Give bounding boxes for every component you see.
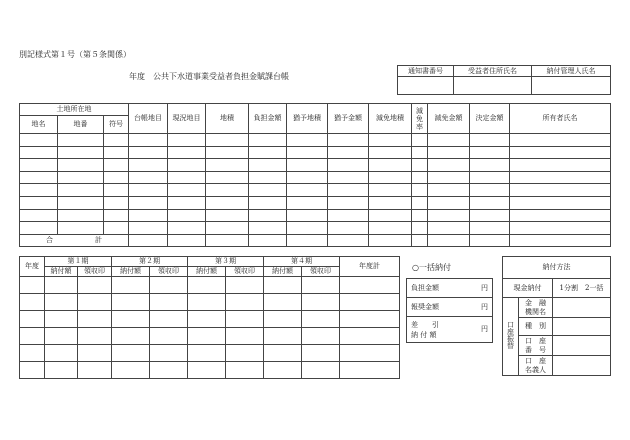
installment-cell[interactable] — [188, 345, 226, 362]
installment-cell[interactable] — [20, 362, 45, 379]
net-payment-unit: 円 — [467, 317, 493, 343]
land-cell[interactable] — [58, 222, 104, 235]
col-area: 地積 — [206, 104, 249, 134]
receipt-stamp-header: 領収印 — [150, 267, 188, 277]
land-cell[interactable] — [428, 222, 470, 235]
land-row — [20, 209, 611, 222]
land-cell[interactable] — [206, 134, 249, 147]
land-cell[interactable] — [58, 196, 104, 209]
bank-name-cell[interactable] — [553, 298, 611, 318]
year-header: 年度 — [20, 257, 45, 277]
transfer-label-text: 口座振替 — [506, 321, 515, 349]
installment-cell[interactable] — [78, 362, 112, 379]
land-cell[interactable] — [249, 171, 287, 184]
exempt-rate-char-3: 率 — [416, 122, 423, 131]
installment-cell[interactable] — [112, 345, 150, 362]
charge-amount-unit: 円 — [467, 279, 493, 298]
land-cell[interactable] — [369, 159, 412, 172]
installment-cell[interactable] — [45, 311, 78, 328]
land-cell[interactable] — [168, 209, 206, 222]
payment-manager-header: 納付管理人氏名 — [532, 66, 611, 77]
installment-cell[interactable] — [226, 362, 264, 379]
land-cell[interactable] — [328, 222, 369, 235]
cash-payment-options: 1分割 2一括 — [553, 279, 611, 298]
land-cell[interactable] — [287, 134, 328, 147]
total-cell[interactable] — [369, 234, 412, 246]
land-cell[interactable] — [168, 196, 206, 209]
installment-cell[interactable] — [226, 294, 264, 311]
page-title: 年度 公共下水道事業受益者負担金賦課台帳 — [129, 72, 289, 81]
land-cell[interactable] — [206, 171, 249, 184]
installment-cell[interactable] — [340, 362, 400, 379]
land-cell[interactable] — [470, 134, 510, 147]
land-cell[interactable] — [104, 134, 129, 147]
installment-cell[interactable] — [20, 294, 45, 311]
land-cell[interactable] — [369, 146, 412, 159]
installment-cell[interactable] — [20, 277, 45, 294]
bank-name-label: 金 融 機関名 — [519, 298, 553, 318]
installment-cell[interactable] — [188, 277, 226, 294]
land-cell[interactable] — [412, 146, 428, 159]
installment-cell[interactable] — [302, 345, 340, 362]
land-cell[interactable] — [428, 196, 470, 209]
land-cell[interactable] — [168, 222, 206, 235]
land-cell[interactable] — [58, 146, 104, 159]
installment-cell[interactable] — [302, 362, 340, 379]
land-cell[interactable] — [369, 184, 412, 197]
installment-cell[interactable] — [264, 311, 302, 328]
installment-cell[interactable] — [188, 294, 226, 311]
land-cell[interactable] — [20, 209, 58, 222]
land-cell[interactable] — [470, 222, 510, 235]
land-cell[interactable] — [104, 184, 129, 197]
payment-manager-cell[interactable] — [532, 77, 611, 95]
installment-cell[interactable] — [340, 277, 400, 294]
installment-cell[interactable] — [150, 311, 188, 328]
land-cell[interactable] — [104, 196, 129, 209]
land-cell[interactable] — [510, 222, 611, 235]
installment-cell[interactable] — [226, 277, 264, 294]
land-cell[interactable] — [328, 184, 369, 197]
installment-row — [20, 277, 400, 294]
land-row — [20, 196, 611, 209]
land-row — [20, 222, 611, 235]
installment-cell[interactable] — [45, 362, 78, 379]
land-cell[interactable] — [328, 171, 369, 184]
land-cell[interactable] — [206, 159, 249, 172]
installment-cell[interactable] — [340, 328, 400, 345]
installment-cell[interactable] — [264, 328, 302, 345]
receipt-stamp-header: 領収印 — [78, 267, 112, 277]
land-cell[interactable] — [249, 146, 287, 159]
period-2-header: 第２期 — [112, 257, 188, 267]
land-cell[interactable] — [249, 134, 287, 147]
account-number-cell[interactable] — [553, 336, 611, 356]
land-cell[interactable] — [168, 171, 206, 184]
land-cell[interactable] — [510, 159, 611, 172]
land-cell[interactable] — [20, 171, 58, 184]
land-cell[interactable] — [428, 159, 470, 172]
land-cell[interactable] — [287, 171, 328, 184]
installment-cell[interactable] — [340, 345, 400, 362]
land-cell[interactable] — [470, 184, 510, 197]
installment-cell[interactable] — [78, 345, 112, 362]
land-cell[interactable] — [20, 184, 58, 197]
land-cell[interactable] — [58, 159, 104, 172]
land-table — [19, 103, 611, 247]
land-cell[interactable] — [20, 222, 58, 235]
land-cell[interactable] — [104, 222, 129, 235]
total-cell[interactable] — [510, 234, 611, 246]
exempt-rate-char-2: 免 — [416, 114, 423, 123]
land-cell[interactable] — [412, 171, 428, 184]
net-payment-label-line1: 差 引 — [411, 320, 439, 329]
land-total-label: 合 計 — [20, 234, 129, 246]
installment-cell[interactable] — [112, 277, 150, 294]
land-cell[interactable] — [20, 134, 58, 147]
installment-cell[interactable] — [150, 277, 188, 294]
land-cell[interactable] — [369, 196, 412, 209]
installment-cell[interactable] — [340, 311, 400, 328]
installment-cell[interactable] — [20, 328, 45, 345]
land-cell[interactable] — [58, 171, 104, 184]
land-cell[interactable] — [249, 159, 287, 172]
land-cell[interactable] — [168, 159, 206, 172]
receipt-stamp-header: 領収印 — [226, 267, 264, 277]
net-payment-label-line2: 納 付 額 — [411, 330, 437, 339]
land-cell[interactable] — [412, 196, 428, 209]
col-current-category: 現況地目 — [168, 104, 206, 134]
col-exempt-area: 減免地積 — [369, 104, 412, 134]
installment-cell[interactable] — [188, 328, 226, 345]
installment-row — [20, 362, 400, 379]
land-cell[interactable] — [20, 146, 58, 159]
land-cell[interactable] — [412, 184, 428, 197]
land-cell[interactable] — [510, 134, 611, 147]
land-cell[interactable] — [287, 159, 328, 172]
land-cell[interactable] — [510, 184, 611, 197]
installment-cell[interactable] — [226, 311, 264, 328]
year-total-header: 年度計 — [340, 257, 400, 277]
land-cell[interactable] — [129, 159, 168, 172]
net-payment-label — [407, 317, 467, 343]
land-cell[interactable] — [428, 146, 470, 159]
col-ledger-category: 台帳地目 — [129, 104, 168, 134]
installment-cell[interactable] — [226, 328, 264, 345]
installment-cell[interactable] — [302, 328, 340, 345]
land-cell[interactable] — [470, 171, 510, 184]
notice-table — [397, 65, 611, 95]
land-cell[interactable] — [369, 171, 412, 184]
lump-sum-header: ○一括納付 — [412, 263, 451, 272]
account-type-cell[interactable] — [553, 318, 611, 336]
land-location-header: 土地所在地 — [20, 104, 129, 116]
payment-amount-header: 納付額 — [112, 267, 150, 277]
land-cell[interactable] — [412, 209, 428, 222]
form-label: 別記様式第１号（第５条関係） — [19, 50, 131, 59]
installment-cell[interactable] — [112, 362, 150, 379]
land-cell[interactable] — [510, 146, 611, 159]
land-cell[interactable] — [510, 209, 611, 222]
land-cell[interactable] — [287, 209, 328, 222]
total-cell[interactable] — [328, 234, 369, 246]
land-cell[interactable] — [129, 209, 168, 222]
land-row — [20, 159, 611, 172]
total-cell[interactable] — [249, 234, 287, 246]
installment-row — [20, 311, 400, 328]
installment-cell[interactable] — [188, 311, 226, 328]
land-cell[interactable] — [129, 134, 168, 147]
total-cell[interactable] — [287, 234, 328, 246]
land-cell[interactable] — [287, 222, 328, 235]
land-row — [20, 171, 611, 184]
account-holder-cell[interactable] — [553, 356, 611, 376]
installment-cell[interactable] — [45, 345, 78, 362]
installment-table — [19, 256, 400, 379]
installment-cell[interactable] — [150, 362, 188, 379]
col-owner-name: 所有者氏名 — [510, 104, 611, 134]
land-cell[interactable] — [20, 159, 58, 172]
beneficiary-header: 受益者住所氏名 — [454, 66, 532, 77]
land-cell[interactable] — [287, 196, 328, 209]
installment-cell[interactable] — [112, 294, 150, 311]
installment-cell[interactable] — [78, 277, 112, 294]
exempt-rate-char-1: 減 — [416, 106, 423, 115]
land-cell[interactable] — [369, 134, 412, 147]
installment-cell[interactable] — [112, 311, 150, 328]
land-cell[interactable] — [249, 184, 287, 197]
land-cell[interactable] — [249, 209, 287, 222]
installment-cell[interactable] — [20, 345, 45, 362]
col-exempt-rate — [412, 104, 428, 134]
land-row — [20, 184, 611, 197]
installment-cell[interactable] — [78, 311, 112, 328]
installment-cell[interactable] — [45, 294, 78, 311]
installment-cell[interactable] — [150, 294, 188, 311]
land-cell[interactable] — [287, 184, 328, 197]
col-decided-amount: 決定金額 — [470, 104, 510, 134]
land-cell[interactable] — [328, 134, 369, 147]
land-cell[interactable] — [470, 146, 510, 159]
col-code: 符号 — [104, 116, 129, 134]
land-cell[interactable] — [428, 171, 470, 184]
land-cell[interactable] — [328, 196, 369, 209]
land-cell[interactable] — [470, 209, 510, 222]
period-3-header: 第３期 — [188, 257, 264, 267]
land-row — [20, 134, 611, 147]
land-cell[interactable] — [412, 222, 428, 235]
land-cell[interactable] — [328, 209, 369, 222]
installment-row — [20, 328, 400, 345]
account-type-label: 種 別 — [519, 318, 553, 336]
payment-amount-header: 納付額 — [188, 267, 226, 277]
period-1-header: 第１期 — [45, 257, 112, 267]
total-cell[interactable] — [428, 234, 470, 246]
land-cell[interactable] — [249, 222, 287, 235]
total-cell[interactable] — [470, 234, 510, 246]
installment-cell[interactable] — [264, 294, 302, 311]
land-cell[interactable] — [58, 134, 104, 147]
land-cell[interactable] — [428, 134, 470, 147]
lump-sum-table — [406, 278, 493, 343]
installment-cell[interactable] — [340, 294, 400, 311]
account-holder-label: 口 座 名義人 — [519, 356, 553, 376]
col-place-name: 地名 — [20, 116, 58, 134]
land-cell[interactable] — [58, 209, 104, 222]
installment-cell[interactable] — [150, 345, 188, 362]
land-cell[interactable] — [129, 171, 168, 184]
land-cell[interactable] — [328, 159, 369, 172]
land-cell[interactable] — [129, 184, 168, 197]
land-cell[interactable] — [168, 146, 206, 159]
installment-cell[interactable] — [302, 311, 340, 328]
account-number-label: 口 座 番 号 — [519, 336, 553, 356]
notice-number-cell[interactable] — [398, 77, 454, 95]
installment-row — [20, 294, 400, 311]
land-cell[interactable] — [20, 196, 58, 209]
land-cell[interactable] — [129, 222, 168, 235]
land-cell[interactable] — [58, 184, 104, 197]
land-cell[interactable] — [206, 146, 249, 159]
land-cell[interactable] — [168, 134, 206, 147]
total-cell[interactable] — [206, 234, 249, 246]
reward-amount-unit: 円 — [467, 298, 493, 317]
land-cell[interactable] — [104, 146, 129, 159]
reward-amount-label: 報奨金額 — [407, 298, 467, 317]
payment-amount-header: 納付額 — [264, 267, 302, 277]
installment-row — [20, 345, 400, 362]
col-lot-number: 地番 — [58, 116, 104, 134]
installment-cell[interactable] — [112, 328, 150, 345]
land-cell[interactable] — [129, 196, 168, 209]
col-exempt-amount: 減免金額 — [428, 104, 470, 134]
payment-method-table — [502, 256, 611, 376]
installment-cell[interactable] — [45, 277, 78, 294]
installment-cell[interactable] — [302, 277, 340, 294]
col-charge-amount: 負担金額 — [249, 104, 287, 134]
land-cell[interactable] — [104, 209, 129, 222]
land-cell[interactable] — [206, 222, 249, 235]
land-cell[interactable] — [412, 134, 428, 147]
receipt-stamp-header: 領収印 — [302, 267, 340, 277]
land-cell[interactable] — [369, 222, 412, 235]
period-4-header: 第４期 — [264, 257, 340, 267]
installment-cell[interactable] — [150, 328, 188, 345]
notice-number-header: 通知書番号 — [398, 66, 454, 77]
land-row — [20, 146, 611, 159]
col-deferred-amount: 猶予金額 — [328, 104, 369, 134]
land-cell[interactable] — [287, 146, 328, 159]
land-cell[interactable] — [206, 209, 249, 222]
land-cell[interactable] — [206, 184, 249, 197]
transfer-label — [503, 298, 519, 376]
land-cell[interactable] — [206, 196, 249, 209]
cash-payment-label: 現金納付 — [503, 279, 553, 298]
payment-method-header: 納付方法 — [503, 257, 611, 279]
land-cell[interactable] — [104, 159, 129, 172]
land-cell[interactable] — [510, 171, 611, 184]
installment-cell[interactable] — [264, 362, 302, 379]
installment-cell[interactable] — [45, 328, 78, 345]
payment-amount-header: 納付額 — [45, 267, 78, 277]
land-cell[interactable] — [510, 196, 611, 209]
land-cell[interactable] — [328, 146, 369, 159]
land-cell[interactable] — [428, 184, 470, 197]
total-cell[interactable] — [129, 234, 168, 246]
land-cell[interactable] — [428, 209, 470, 222]
installment-cell[interactable] — [226, 345, 264, 362]
land-cell[interactable] — [412, 159, 428, 172]
land-cell[interactable] — [369, 209, 412, 222]
land-cell[interactable] — [129, 146, 168, 159]
installment-cell[interactable] — [264, 345, 302, 362]
charge-amount-label: 負担金額 — [407, 279, 467, 298]
total-cell[interactable] — [412, 234, 428, 246]
land-cell[interactable] — [249, 196, 287, 209]
installment-cell[interactable] — [188, 362, 226, 379]
land-cell[interactable] — [470, 159, 510, 172]
installment-cell[interactable] — [20, 311, 45, 328]
land-cell[interactable] — [470, 196, 510, 209]
installment-cell[interactable] — [264, 277, 302, 294]
total-cell[interactable] — [168, 234, 206, 246]
installment-cell[interactable] — [78, 328, 112, 345]
col-deferred-area: 猶予地積 — [287, 104, 328, 134]
installment-cell[interactable] — [78, 294, 112, 311]
installment-cell[interactable] — [302, 294, 340, 311]
beneficiary-cell[interactable] — [454, 77, 532, 95]
land-cell[interactable] — [168, 184, 206, 197]
land-cell[interactable] — [104, 171, 129, 184]
